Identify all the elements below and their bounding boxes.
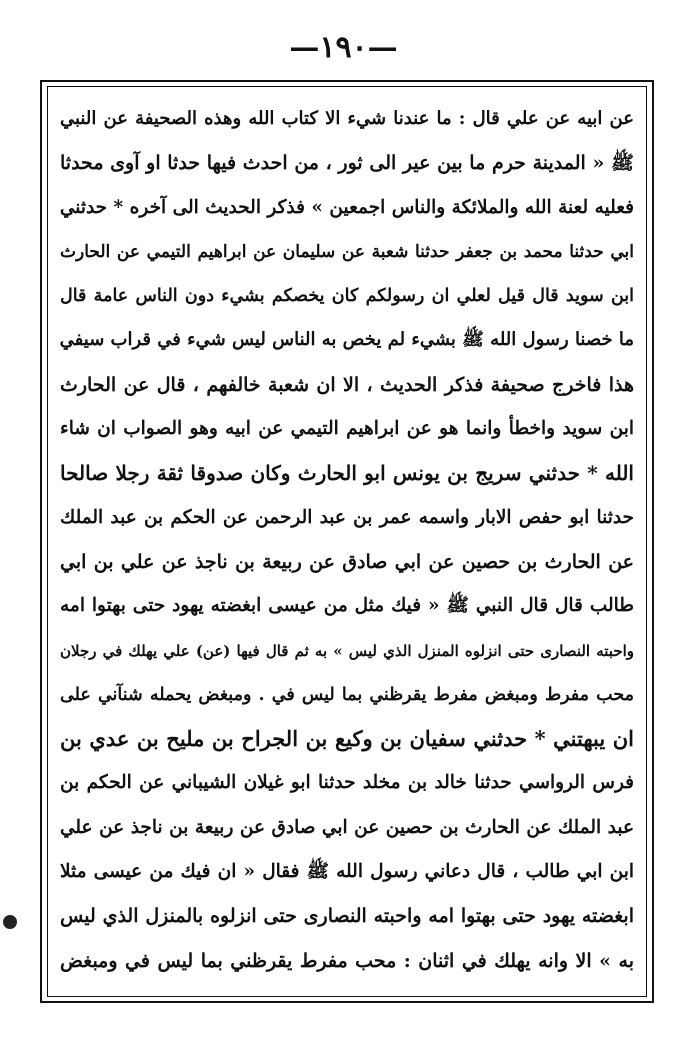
text-line: فعليه لعنة الله والملائكة والناس اجمعين » فذكر الحديث الى آخره * حدثني xyxy=(60,196,634,218)
text-line: ان يبهتني * حدثني سفيان بن وكيع بن الجراح بن مليح بن عدي بن xyxy=(60,726,634,752)
text-line: هذا فاخرج صحيفة فذكر الحديث ، الا ان شعبة خالفهم ، قال عن الحارث xyxy=(60,373,634,396)
text-line: حدثنا ابو حفص الابار واسمه عمر بن عبد الرحمن عن الحكم بن عبد الملك xyxy=(60,506,634,528)
body-text xyxy=(60,97,634,983)
text-line: ما خصنا رسول الله ﷺ بشيء لم يخص به الناس ليس شيء في قراب سيفي xyxy=(60,329,634,351)
page-number: —١٩٠— xyxy=(289,30,398,65)
text-line: ابي حدثنا محمد بن جعفر حدثنا شعبة عن سليمان عن ابراهيم التيمي عن الحارث xyxy=(60,241,634,262)
text-line: به » الا وانه يهلك في اثنان : محب مفرط يقرظني بما ليس في ومبغض xyxy=(60,949,634,972)
text-line: ابن سويد واخطأ وانما هو عن ابراهيم التيمي عن ابيه وهو الصواب ان شاء xyxy=(60,418,634,440)
text-line: ابن سويد قال قيل لعلي ان رسولكم كان يخصكم بشيء دون الناس عامة قال xyxy=(60,286,634,307)
text-line: عن ابيه عن علي قال : ما عندنا شيء الا كتاب الله وهذه الصحيفة عن النبي xyxy=(60,108,634,129)
text-line: محب مفرط ومبغض مفرط يقرظني بما ليس في . ومبغض يحمله شنآني على xyxy=(60,684,634,705)
text-line: فرس الرواسي حدثنا خالد بن مخلد حدثنا ابو غيلان الشيباني عن الحكم بن xyxy=(60,772,634,794)
text-line: ابغضته يهود حتى بهتوا امه واحبته النصارى حتى انزلوه بالمنزل الذي ليس xyxy=(60,905,634,928)
text-line: طالب قال قال النبي ﷺ « فيك مثل من عيسى ابغضته يهود حتى بهتوا امه xyxy=(60,595,634,617)
text-line: الله * حدثني سريج بن يونس ابو الحارث وكان صدوقا ثقة رجلا صالحا xyxy=(60,461,634,486)
margin-ink-mark xyxy=(3,915,17,929)
text-line: ﷺ « المدينة حرم ما بين عير الى ثور ، من احدث فيها حدثا او آوى محدثا xyxy=(60,152,634,175)
text-line: عبد الملك عن الحارث بن حصين عن ابي صادق عن ربيعة بن ناجذ عن علي xyxy=(60,816,634,838)
text-line: ابن ابي طالب ، قال دعاني رسول الله ﷺ فقال « ان فيك من عيسى مثلا xyxy=(60,861,634,883)
text-line: واحبته النصارى حتى انزلوه المنزل الذي ليس » به ثم قال فيها (عن) علي يهلك في رجلان xyxy=(60,641,634,660)
text-line: عن الحارث بن حصين عن ابي صادق عن ربيعة بن ناجذ عن علي بن ابي xyxy=(60,550,634,573)
